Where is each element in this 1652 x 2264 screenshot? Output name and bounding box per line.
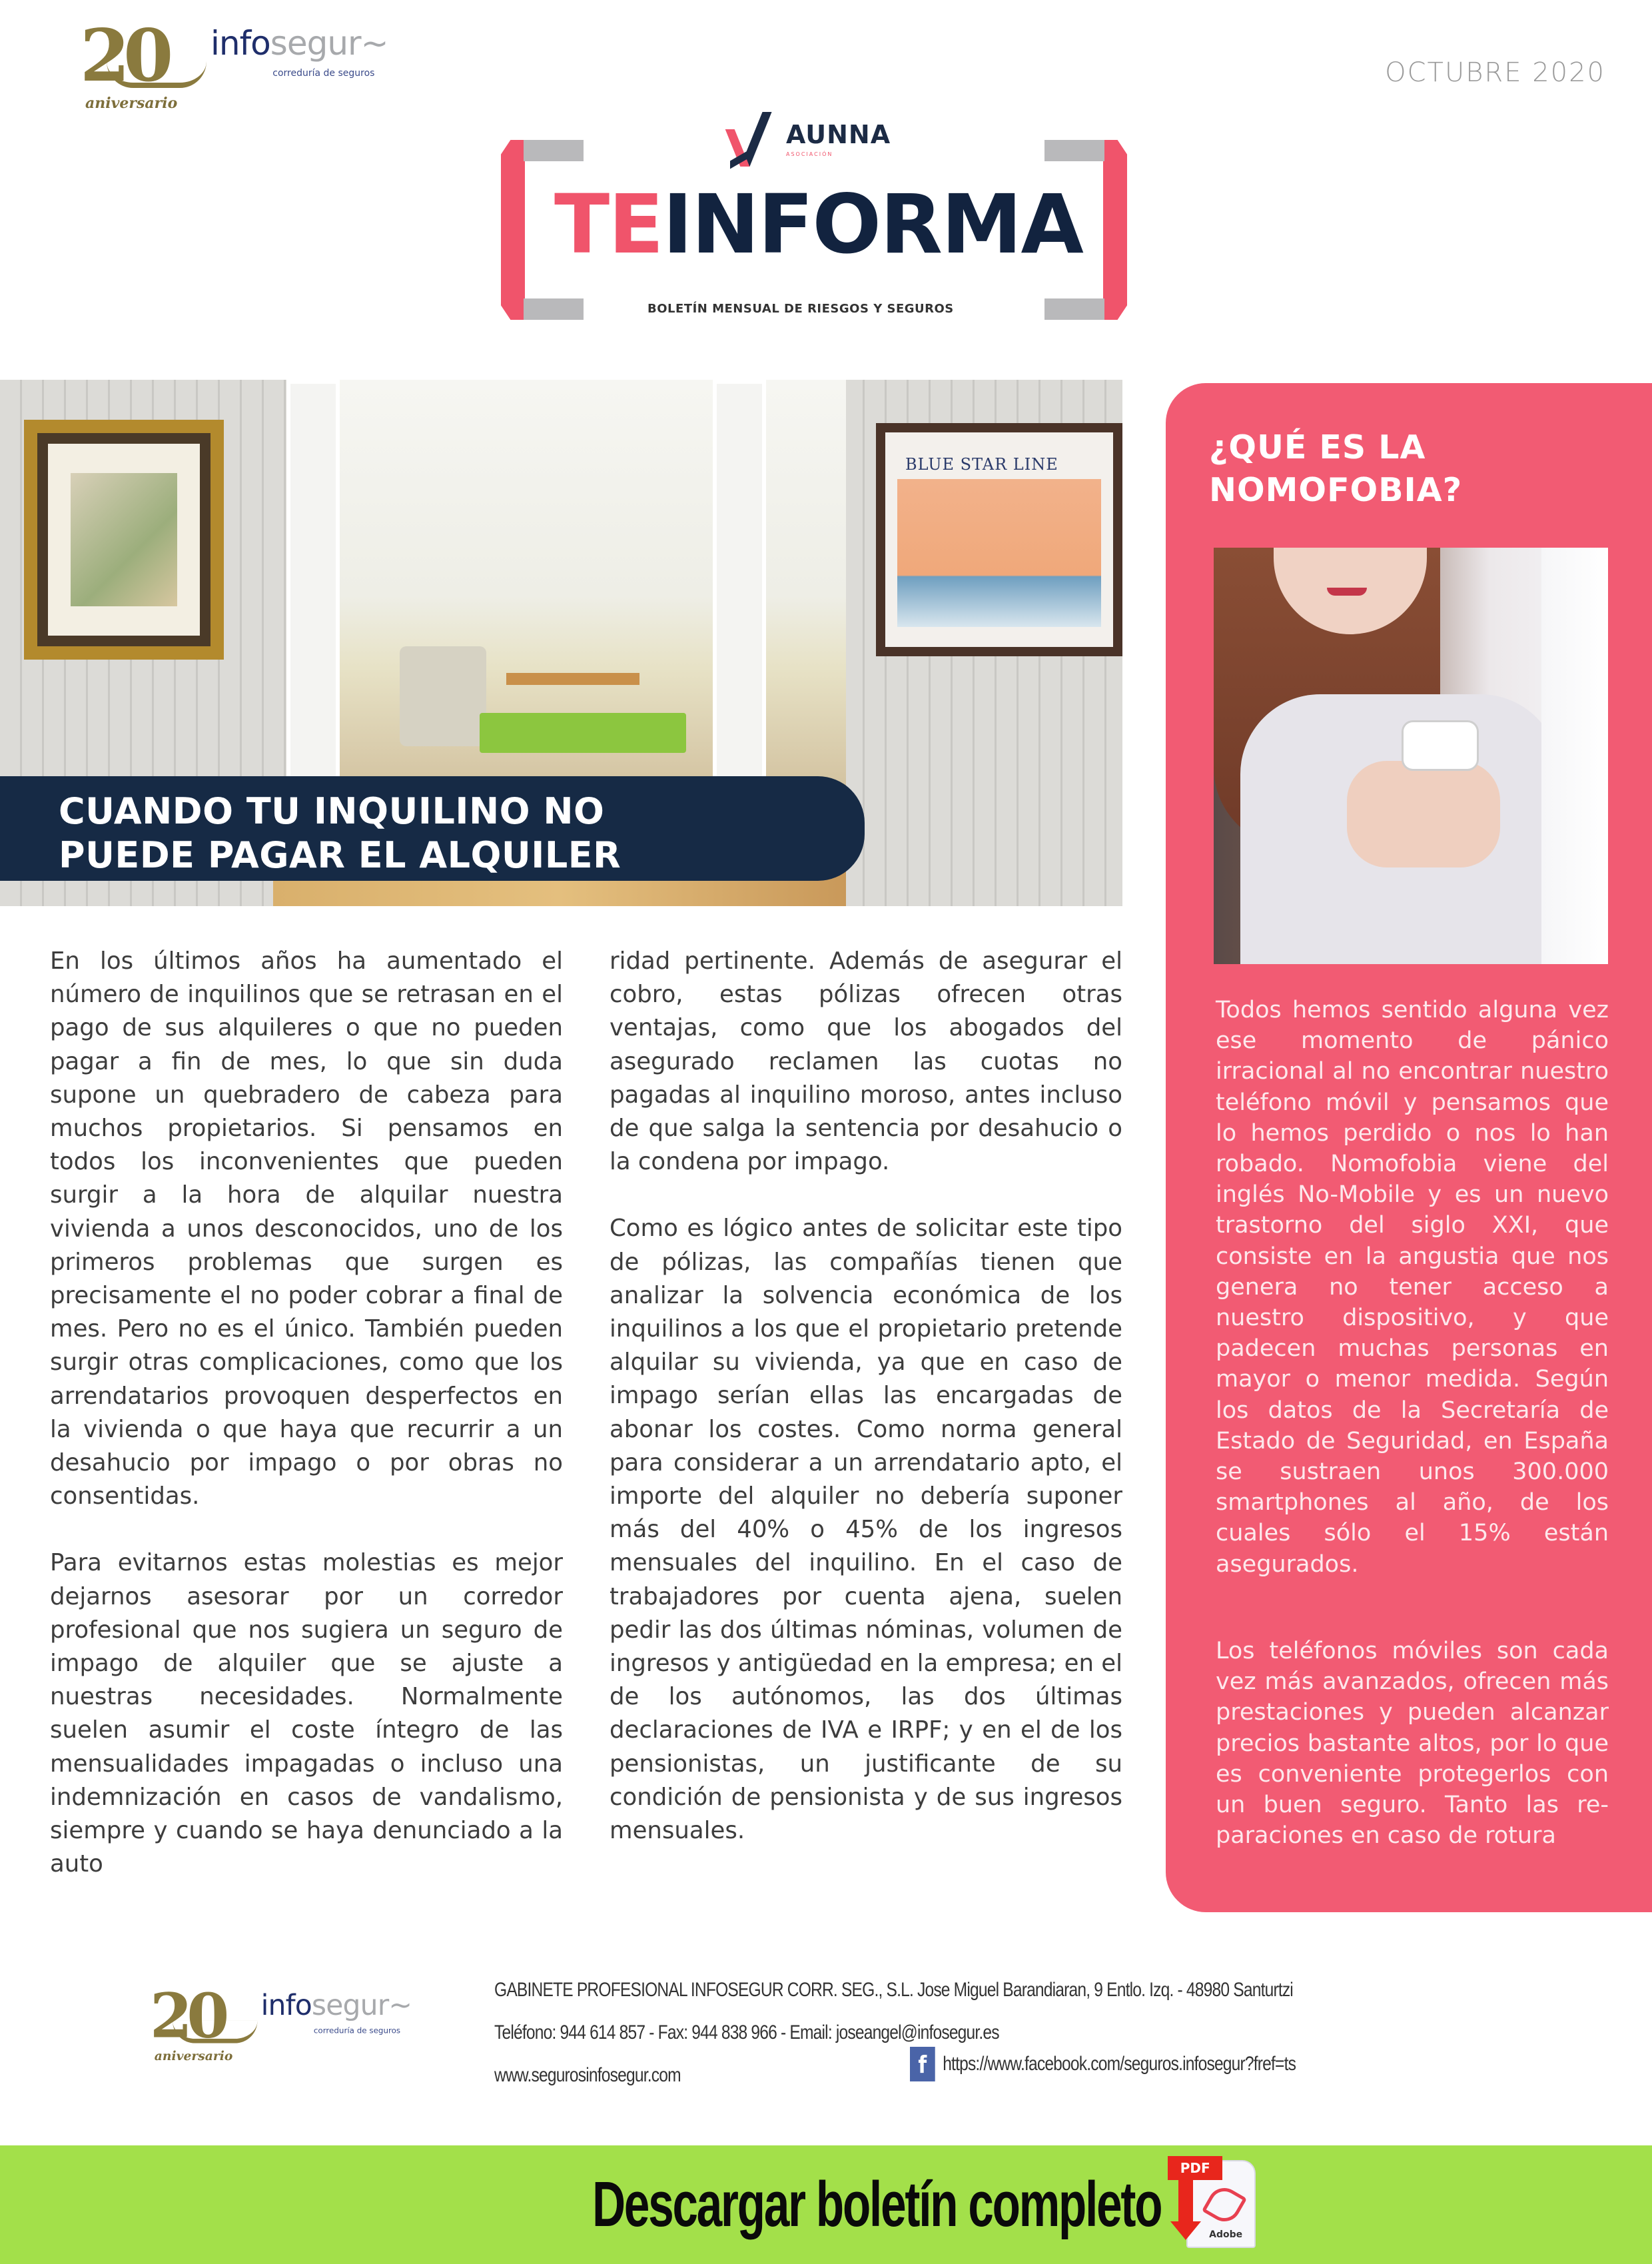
website-link[interactable]: www.segurosinfosegur.com (494, 2064, 681, 2086)
article-paragraph: ridad pertinente. Además de asegurar el cobro, estas pólizas ofrecen otras ventajas, como que los abogados del asegurado reclamen las cuotas no pagadas al inquilino moroso, antes incluso de que salga la sentencia por desahucio o la condena por impago. (610, 947, 1122, 1176)
newsletter-title: TEINFORMA (554, 177, 1082, 272)
pdf-download-icon[interactable]: PDF Adobe (1168, 2148, 1254, 2248)
aunna-a-icon (727, 112, 777, 167)
facebook-url[interactable]: https://www.facebook.com/seguros.infosegur?fref=ts (943, 2053, 1296, 2075)
company-address: GABINETE PROFESIONAL INFOSEGUR CORR. SEG., S.L. Jose Miguel Barandiaran, 9 Entlo. Izq. - 48980 Santurtzi (494, 1979, 1293, 2001)
brand-tagline: correduría de seguros (272, 68, 375, 79)
facebook-link[interactable] (910, 2047, 1296, 2081)
infosegur-footer-logo: 20 aniversario infosegur~ correduría de seguros (150, 1985, 412, 2071)
masthead (501, 112, 1127, 325)
aunna-logo: AUNNA ASOCIACIÓN (727, 112, 891, 167)
sidebar-photo (1214, 548, 1608, 964)
facebook-icon[interactable]: f (910, 2047, 935, 2081)
newsletter-subtitle: BOLETÍN MENSUAL DE RIESGOS Y SEGUROS (647, 302, 954, 316)
article-paragraph: Como es lógico antes de solicitar este tipo de pólizas, las compañías tienen que analizar la solvencia económica de los inquilinos a los que el propietario pretende alquilar su vivienda, ya que en caso de impago serían ellas las encargadas de abonar los costes. Como norma general para considerar a un arrendatario apto, el importe del alquiler no debería suponer más del 40% o 45% de los ingresos mensuales del inquilino. En el caso de trabajadores por cuenta ajena, suelen pedir las dos últimas nóminas, volumen de ingresos y antigüedad en la empresa; en el de los autónomos, las dos últimas declaraciones de IVA e IRPF; y en el de los pensionistas, un justificante de su condición de pensionista y de sus ingresos mensuales. (610, 1215, 1122, 1845)
article-title: CUANDO TU INQUILINO NO PUEDE PAGAR EL ALQUILER (59, 790, 621, 876)
download-label[interactable]: Descargar boletín completo (592, 2169, 1162, 2240)
grey-tab-decoration (1044, 140, 1104, 161)
sidebar-title: ¿QUÉ ES LA NOMOFOBIA? (1209, 428, 1463, 509)
anniversary-badge: 20 aniversario (150, 1985, 252, 2071)
anniversary-badge: 20 aniversario (80, 20, 200, 120)
issue-date: OCTUBRE 2020 (1385, 57, 1605, 88)
grey-tab-decoration (1044, 298, 1104, 320)
article-column-2 (610, 945, 1122, 1881)
grey-tab-decoration (524, 140, 584, 161)
download-newsletter-button[interactable] (0, 2145, 1652, 2264)
framed-picture-left (24, 420, 224, 660)
bracket-left-decoration (501, 140, 525, 320)
infosegur-logo: 20 aniversario infosegur~ correduría de seguros (80, 20, 388, 120)
sidebar-paragraph: Los teléfonos móviles son cada vez más avanzados, ofrecen más prestaciones y pueden alcanzar precios bastante altos, por lo que es conveniente protegerlos con un buen seguro. Tanto las reparaciones en caso de rotura (1216, 1638, 1609, 1850)
grey-tab-decoration (524, 298, 584, 320)
article-paragraph: Para evitarnos estas molestias es mejor dejarnos asesorar por un corredor profesional que nos sugiera un seguro de impago de alquiler que se ajuste a nuestras necesidades. Normalmente suelen asumir el coste íntegro de las mensualidades impagadas o incluso una indemnización en casos de vandalismo, siempre y cuando se haya denunciado a la auto (50, 1549, 563, 1878)
bracket-right-decoration (1103, 140, 1127, 320)
swoosh-icon (173, 2021, 258, 2043)
sidebar-paragraph: Todos hemos sentido alguna vez ese momento de pánico irracional al no encontrar nuestro teléfono móvil y pensamos que lo hemos perdido o nos lo han robado. Nomofobia viene del inglés No-Mobile y es un nuevo trastorno del siglo XXI, que consiste en la angustia que nos genera no tener acceso a nuestro dispositivo, y que padecen muchas personas en mayor o menor medida. Según los datos de la Secretaría de Estado de Seguridad, en España se sustraen unos 300.000 smartphones al año, de los cuales sólo el 15% están asegurados. (1216, 997, 1609, 1578)
smartphone-icon (1404, 722, 1477, 769)
article-paragraph: En los últimos años ha aumentado el número de inquilinos que se retrasan en el pago de sus alquileres o que no pueden pagar a fin de mes, lo que sin duda supone un quebradero de cabeza para muchos propietarios. Si pensamos en todos los inconvenientes que pueden surgir a la hora de alquilar nuestra vivienda a unos desconocidos, uno de los primeros problemas que surgen es precisamente el no poder cobrar a final de mes. Pero no es el único. También pueden surgir otras complicaciones, como que los arrendatarios provoquen desperfectos en la vivienda o que haya que recurrir a un desahucio por impago o por obras no consentidas. (50, 947, 563, 1510)
framed-poster-right: BLUE STAR LINE (876, 423, 1122, 656)
swoosh-icon (107, 61, 206, 88)
article-column-1 (50, 945, 563, 1914)
company-phone-email: Teléfono: 944 614 857 - Fax: 944 838 966 - Email: joseangel@infosegur.es (494, 2021, 999, 2043)
